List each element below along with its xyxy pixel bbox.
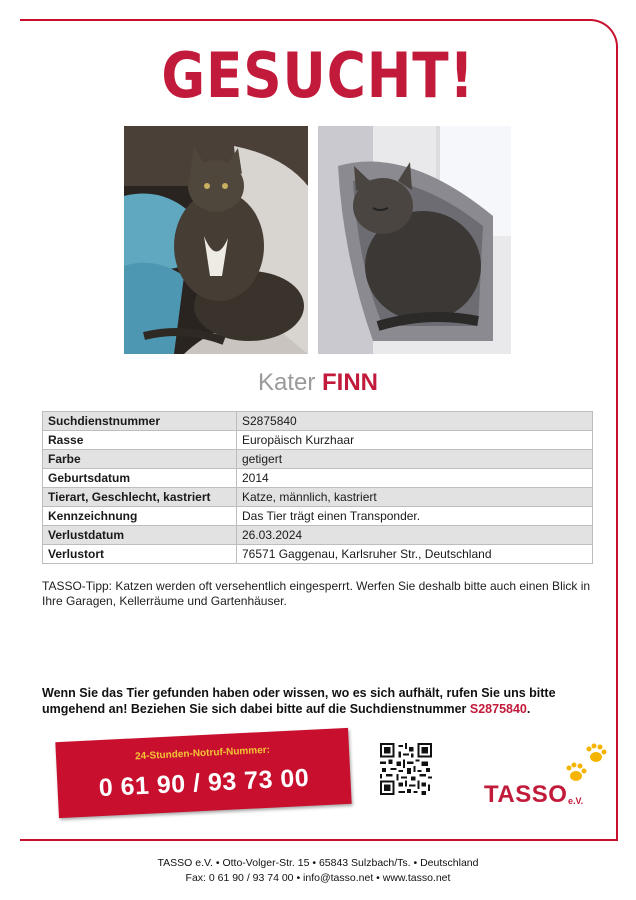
hotline-badge (55, 728, 351, 818)
footer (0, 856, 636, 886)
detail-label: Verlustdatum (43, 526, 237, 545)
detail-value: S2875840 (237, 412, 593, 431)
detail-value: 2014 (237, 469, 593, 488)
pet-details-table (42, 411, 593, 564)
cat-photo-blanket (124, 126, 308, 354)
table-row (43, 488, 593, 507)
detail-value: Katze, männlich, kastriert (237, 488, 593, 507)
cta-text: Wenn Sie das Tier gefunden haben oder wissen, wo es sich aufhält, rufen Sie uns bitte umgehend an! Beziehen Sie sich dabei bitte auf die Suchdienstnummer (42, 686, 556, 716)
detail-label: Rasse (43, 431, 237, 450)
table-row (43, 412, 593, 431)
pet-name: FINN (322, 369, 379, 396)
footer-address: TASSO e.V. • Otto-Volger-Str. 15 • 65843 Sulzbach/Ts. • Deutschland (157, 857, 479, 869)
table-row (43, 526, 593, 545)
detail-label: Geburtsdatum (43, 469, 237, 488)
qr-code[interactable] (380, 743, 432, 795)
call-to-action (42, 685, 602, 717)
cta-end: . (526, 702, 531, 716)
detail-value: Europäisch Kurzhaar (237, 431, 593, 450)
poster-headline: GESUCHT! (161, 39, 475, 112)
hotline-label: 24-Stunden-Notruf-Nummer: (134, 744, 271, 763)
detail-value: getigert (237, 450, 593, 469)
table-row (43, 450, 593, 469)
pet-name-heading (0, 368, 636, 398)
cat-photo-window (318, 126, 511, 354)
detail-value: Das Tier trägt einen Transponder. (237, 507, 593, 526)
table-row (43, 431, 593, 450)
detail-value: 26.03.2024 (237, 526, 593, 545)
tasso-logo: TASSO (484, 781, 568, 808)
detail-label: Farbe (43, 450, 237, 469)
table-row (43, 545, 593, 564)
species-label: Kater (257, 369, 316, 396)
paw-prints-icon (562, 742, 612, 788)
detail-label: Tierart, Geschlecht, kastriert (43, 488, 237, 507)
detail-label: Suchdienstnummer (43, 412, 237, 431)
detail-label: Kennzeichnung (43, 507, 237, 526)
cta-search-number: S2875840 (469, 702, 527, 716)
table-row (43, 507, 593, 526)
hotline-phone[interactable]: 0 61 90 / 93 73 00 (98, 763, 310, 803)
detail-value: 76571 Gaggenau, Karlsruher Str., Deutschland (237, 545, 593, 564)
table-row (43, 469, 593, 488)
footer-contact: Fax: 0 61 90 / 93 74 00 • info@tasso.net • www.tasso.net (185, 872, 451, 884)
detail-label: Verlustort (43, 545, 237, 564)
tasso-logo-suffix: e.V. (568, 796, 584, 806)
tasso-tip: TASSO-Tipp: Katzen werden oft versehentlich eingesperrt. Werfen Sie deshalb bitte auch einen Blick in Ihre Garagen, Kellerräume und Gartenhäuser. (42, 579, 591, 608)
